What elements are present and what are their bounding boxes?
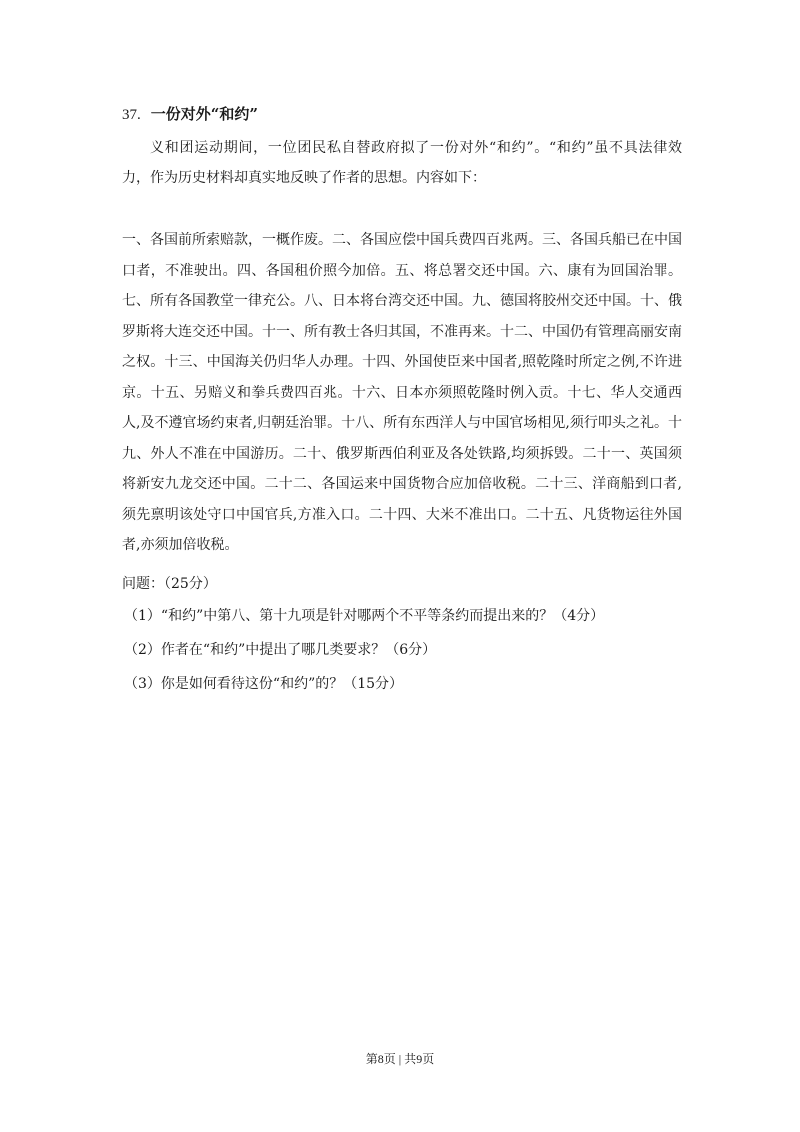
question-heading: 一份对外“和约” [150, 105, 259, 123]
question-item-1: （1）“和约”中第八、第十九项是针对哪两个不平等条约而提出来的？（4分） [124, 608, 605, 624]
questions-section [122, 572, 682, 706]
question-item-2: （2）作者在“和约”中提出了哪几类要求？（6分） [124, 642, 437, 658]
question-number: 37. [122, 107, 141, 123]
question-item-3: （3）你是如何看待这份“和约”的？（15分） [124, 676, 404, 692]
treaty-content: 一、各国前所索赔款，一概作废。二、各国应偿中国兵费四百兆两。三、各国兵船已在中国口者，不准驶出。四、各国租价照今加倍。五、将总署交还中国。六、康有为回国治罪。七、所有各国教堂一律充公。八、日本将台湾交还中国。九、德国将胶州交还中国。十、俄罗斯将大连交还中国。十一、所有教士各归其国，不准再来。十二、中国仍有管理高丽安南之权。十三、中国海关仍归华人办理。十四、外国使臣来中国者,照乾隆时所定之例,不许进京。十五、另赔义和拳兵费四百兆。十六、日本亦须照乾隆时例入贡。十七、华人交通西人,及不遵官场约束者,归朝廷治罪。十八、所有东西洋人与中国官场相见,须行叩头之礼。十九、外人不准在中国游历。二十、俄罗斯西伯利亚及各处铁路,均须拆毁。二十一、英国须将新安九龙交还中国。二十二、各国运来中国货物合应加倍收税。二十三、洋商船到口者,须先禀明该处守口中国官兵,方准入口。二十四、大米不准出口。二十五、凡货物运往外国者,亦须加倍收税。 [122, 232, 682, 553]
questions-heading: 问题：（25分） [122, 576, 217, 592]
page-footer: 第8页 | 共9页 [365, 1052, 435, 1066]
question-title [122, 103, 258, 124]
intro-paragraph: 义和团运动期间，一位团民私自替政府拟了一份对外“和约”。“和约”虽不具法律效力，作为历史材料却真实地反映了作者的思想。内容如下： [122, 140, 682, 186]
